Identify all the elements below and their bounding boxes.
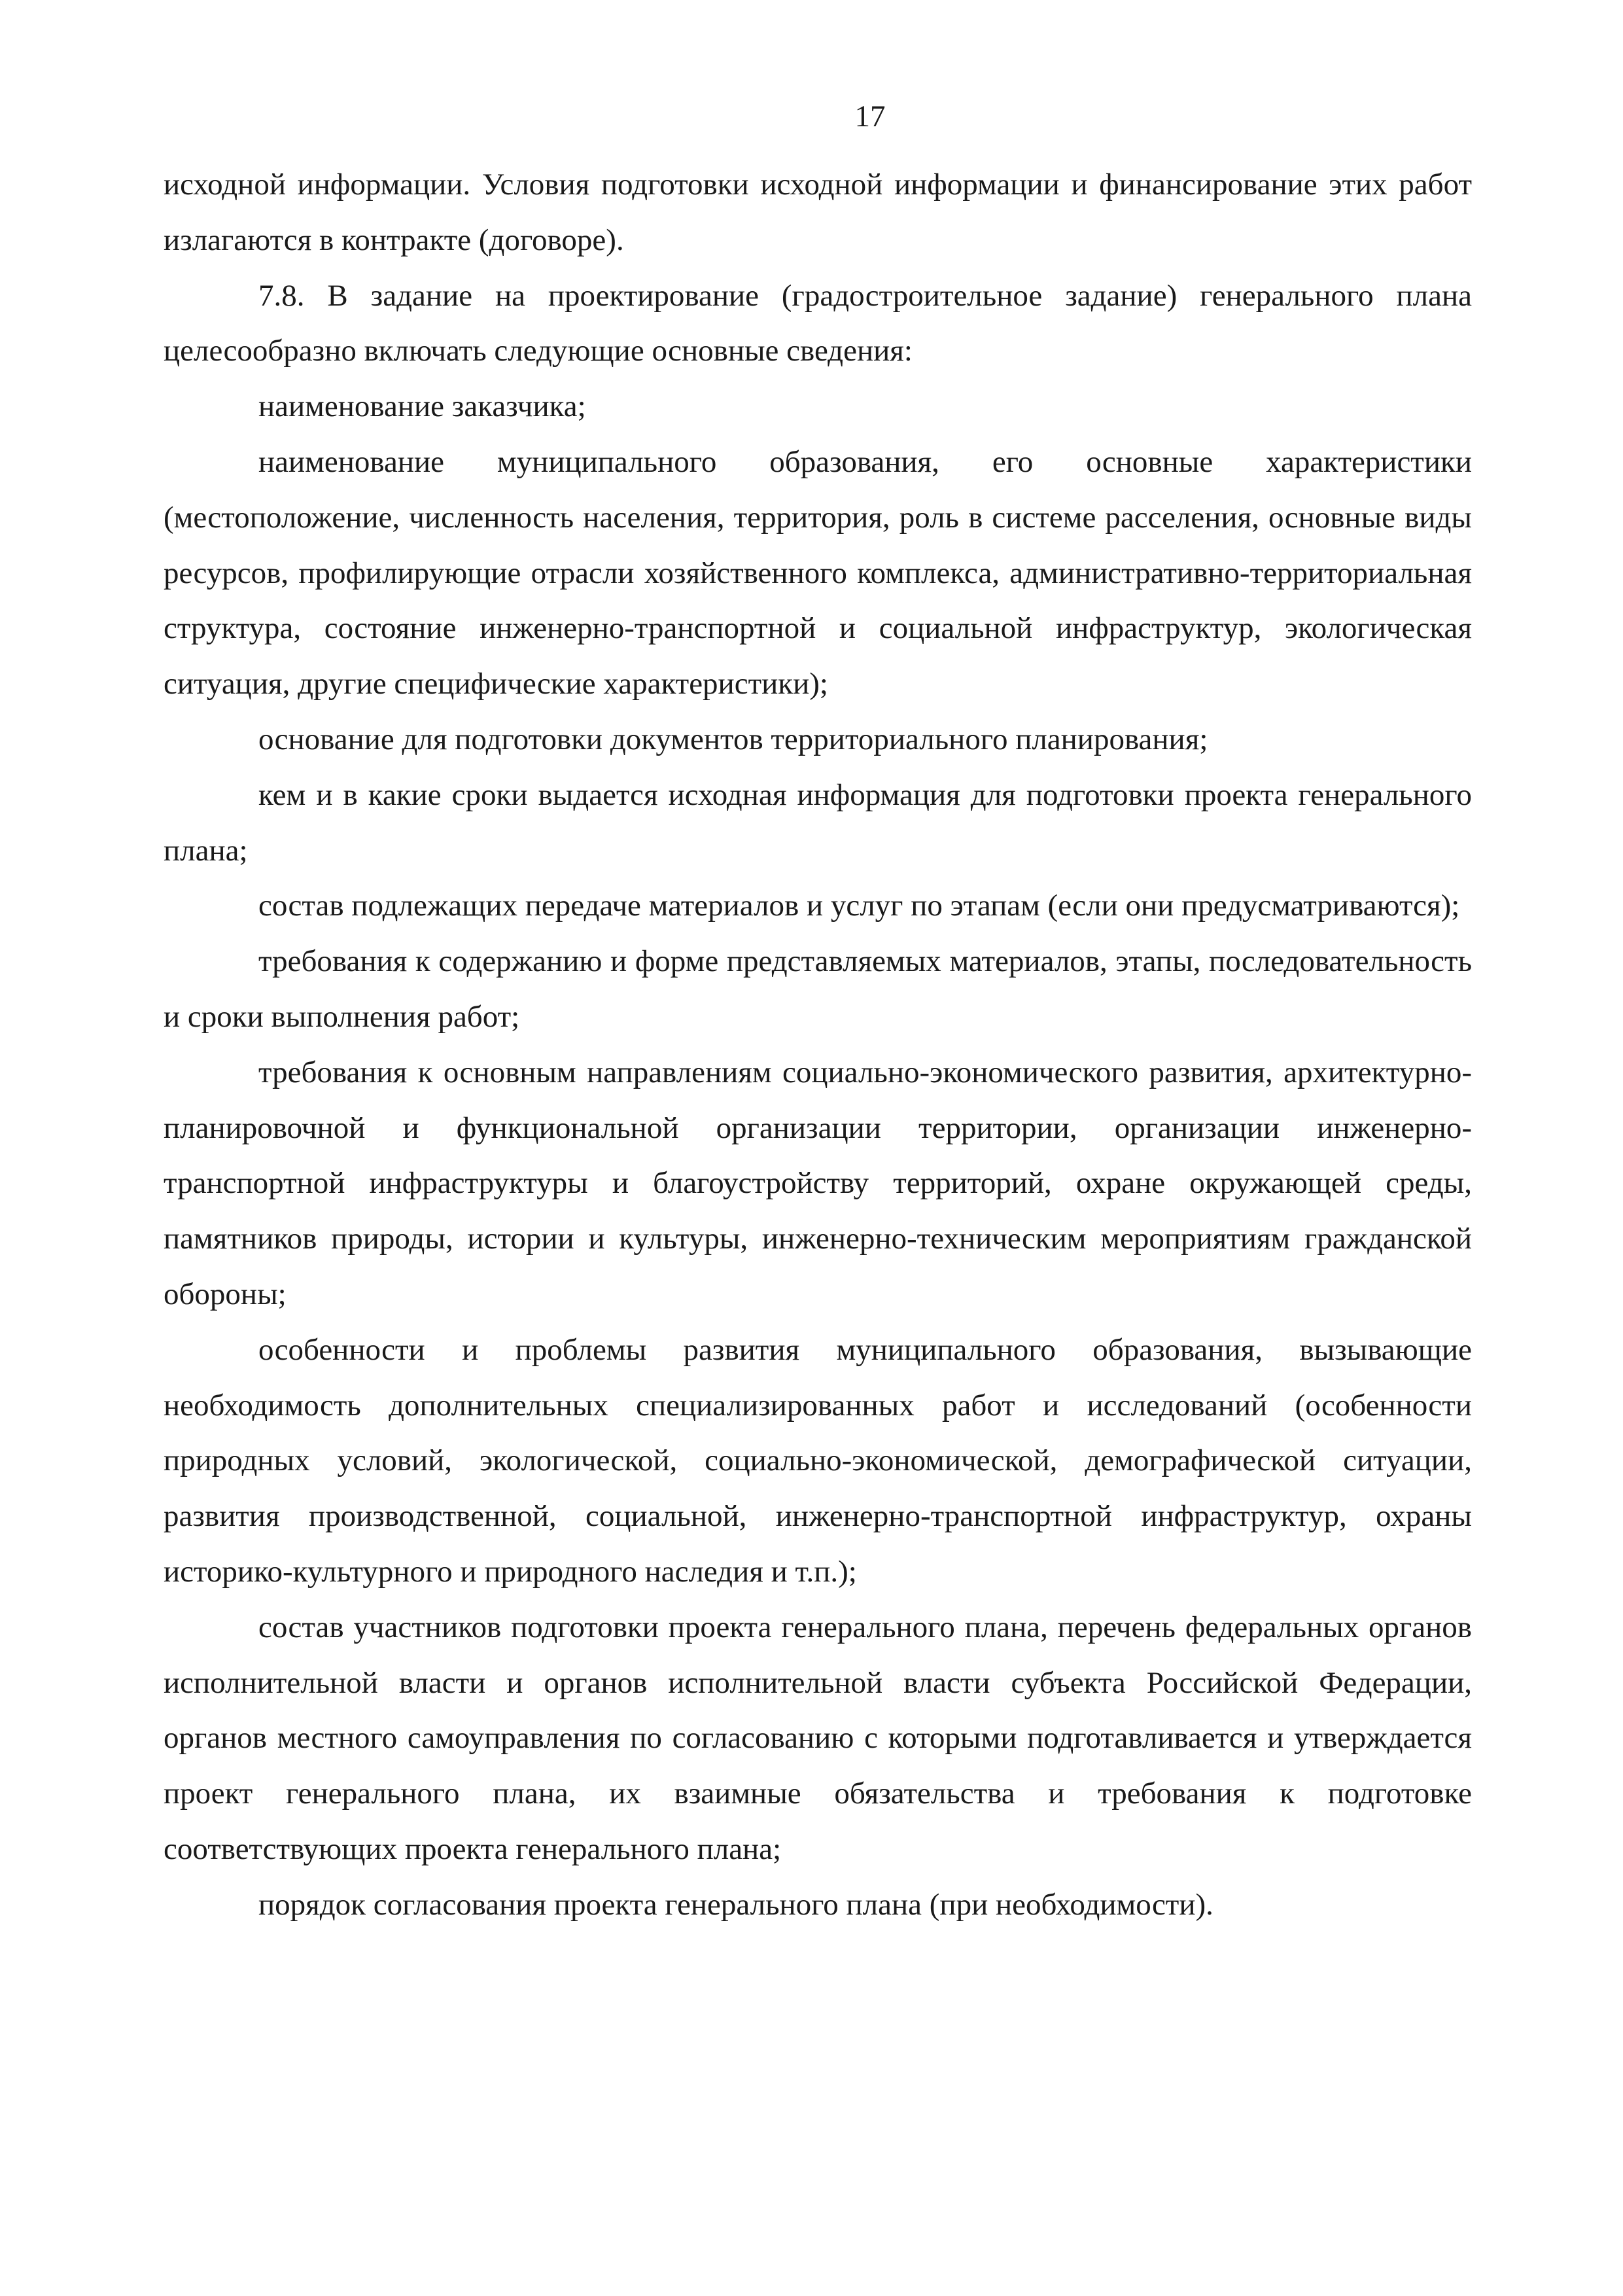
list-item: состав участников подготовки проекта генерального плана, перечень федеральных органов исполнительной власти и органов исполнительной власти субъекта Российской Федерации, органов местного самоуправления по согласованию с которыми подготавливается и утверждается проект генерального плана, их взаимные обязательства и требования к подготовке соответствующих проекта генерального плана;: [164, 1610, 1472, 1866]
list-item: особенности и проблемы развития муниципального образования, вызывающие необходимость дополнительных специализированных работ и исследований (особенности природных условий, экологической, социально-экономической, демографической ситуации, развития производственной, социальной, инженерно-транспортной инфраструктур, охраны историко-культурного и природного наследия и т.п.);: [164, 1332, 1472, 1589]
list-item: основание для подготовки документов территориального планирования;: [258, 722, 1208, 756]
list-item: порядок согласования проекта генерального плана (при необходимости).: [258, 1887, 1213, 1922]
list-item: наименование муниципального образования, его основные характеристики (местоположение, численность населения, территория, роль в системе расселения, основные виды ресурсов, профилирующие отрасли хозяйственного комплекса, административно-территориальная структура, состояние инженерно-транспортной и социальной инфраструктур, экологическая ситуация, другие специфические характеристики);: [164, 444, 1472, 701]
list-item: кем и в какие сроки выдается исходная информация для подготовки проекта генерального плана;: [164, 777, 1472, 868]
paragraph-section-7-8: 7.8. В задание на проектирование (градостроительное задание) генерального плана целесообразно включать следующие основные сведения:: [164, 278, 1472, 368]
list-item: требования к содержанию и форме представляемых материалов, этапы, последовательность и сроки выполнения работ;: [164, 944, 1472, 1034]
document-body: [164, 157, 1472, 1933]
list-item: наименование заказчика;: [258, 389, 586, 424]
list-item: требования к основным направлениям социально-экономического развития, архитектурно-планировочной и функциональной организации территории, организации инженерно-транспортной инфраструктуры и благоустройству территорий, охране окружающей среды, памятников природы, истории и культуры, инженерно-техническим мероприятиям гражданской обороны;: [164, 1055, 1472, 1311]
list-item: состав подлежащих передаче материалов и услуг по этапам (если они предусматриваются);: [258, 889, 1460, 923]
paragraph-continuation: исходной информации. Условия подготовки исходной информации и финансирование этих работ излагаются в контракте (договоре).: [164, 168, 1472, 257]
page-number: 17: [854, 99, 886, 133]
